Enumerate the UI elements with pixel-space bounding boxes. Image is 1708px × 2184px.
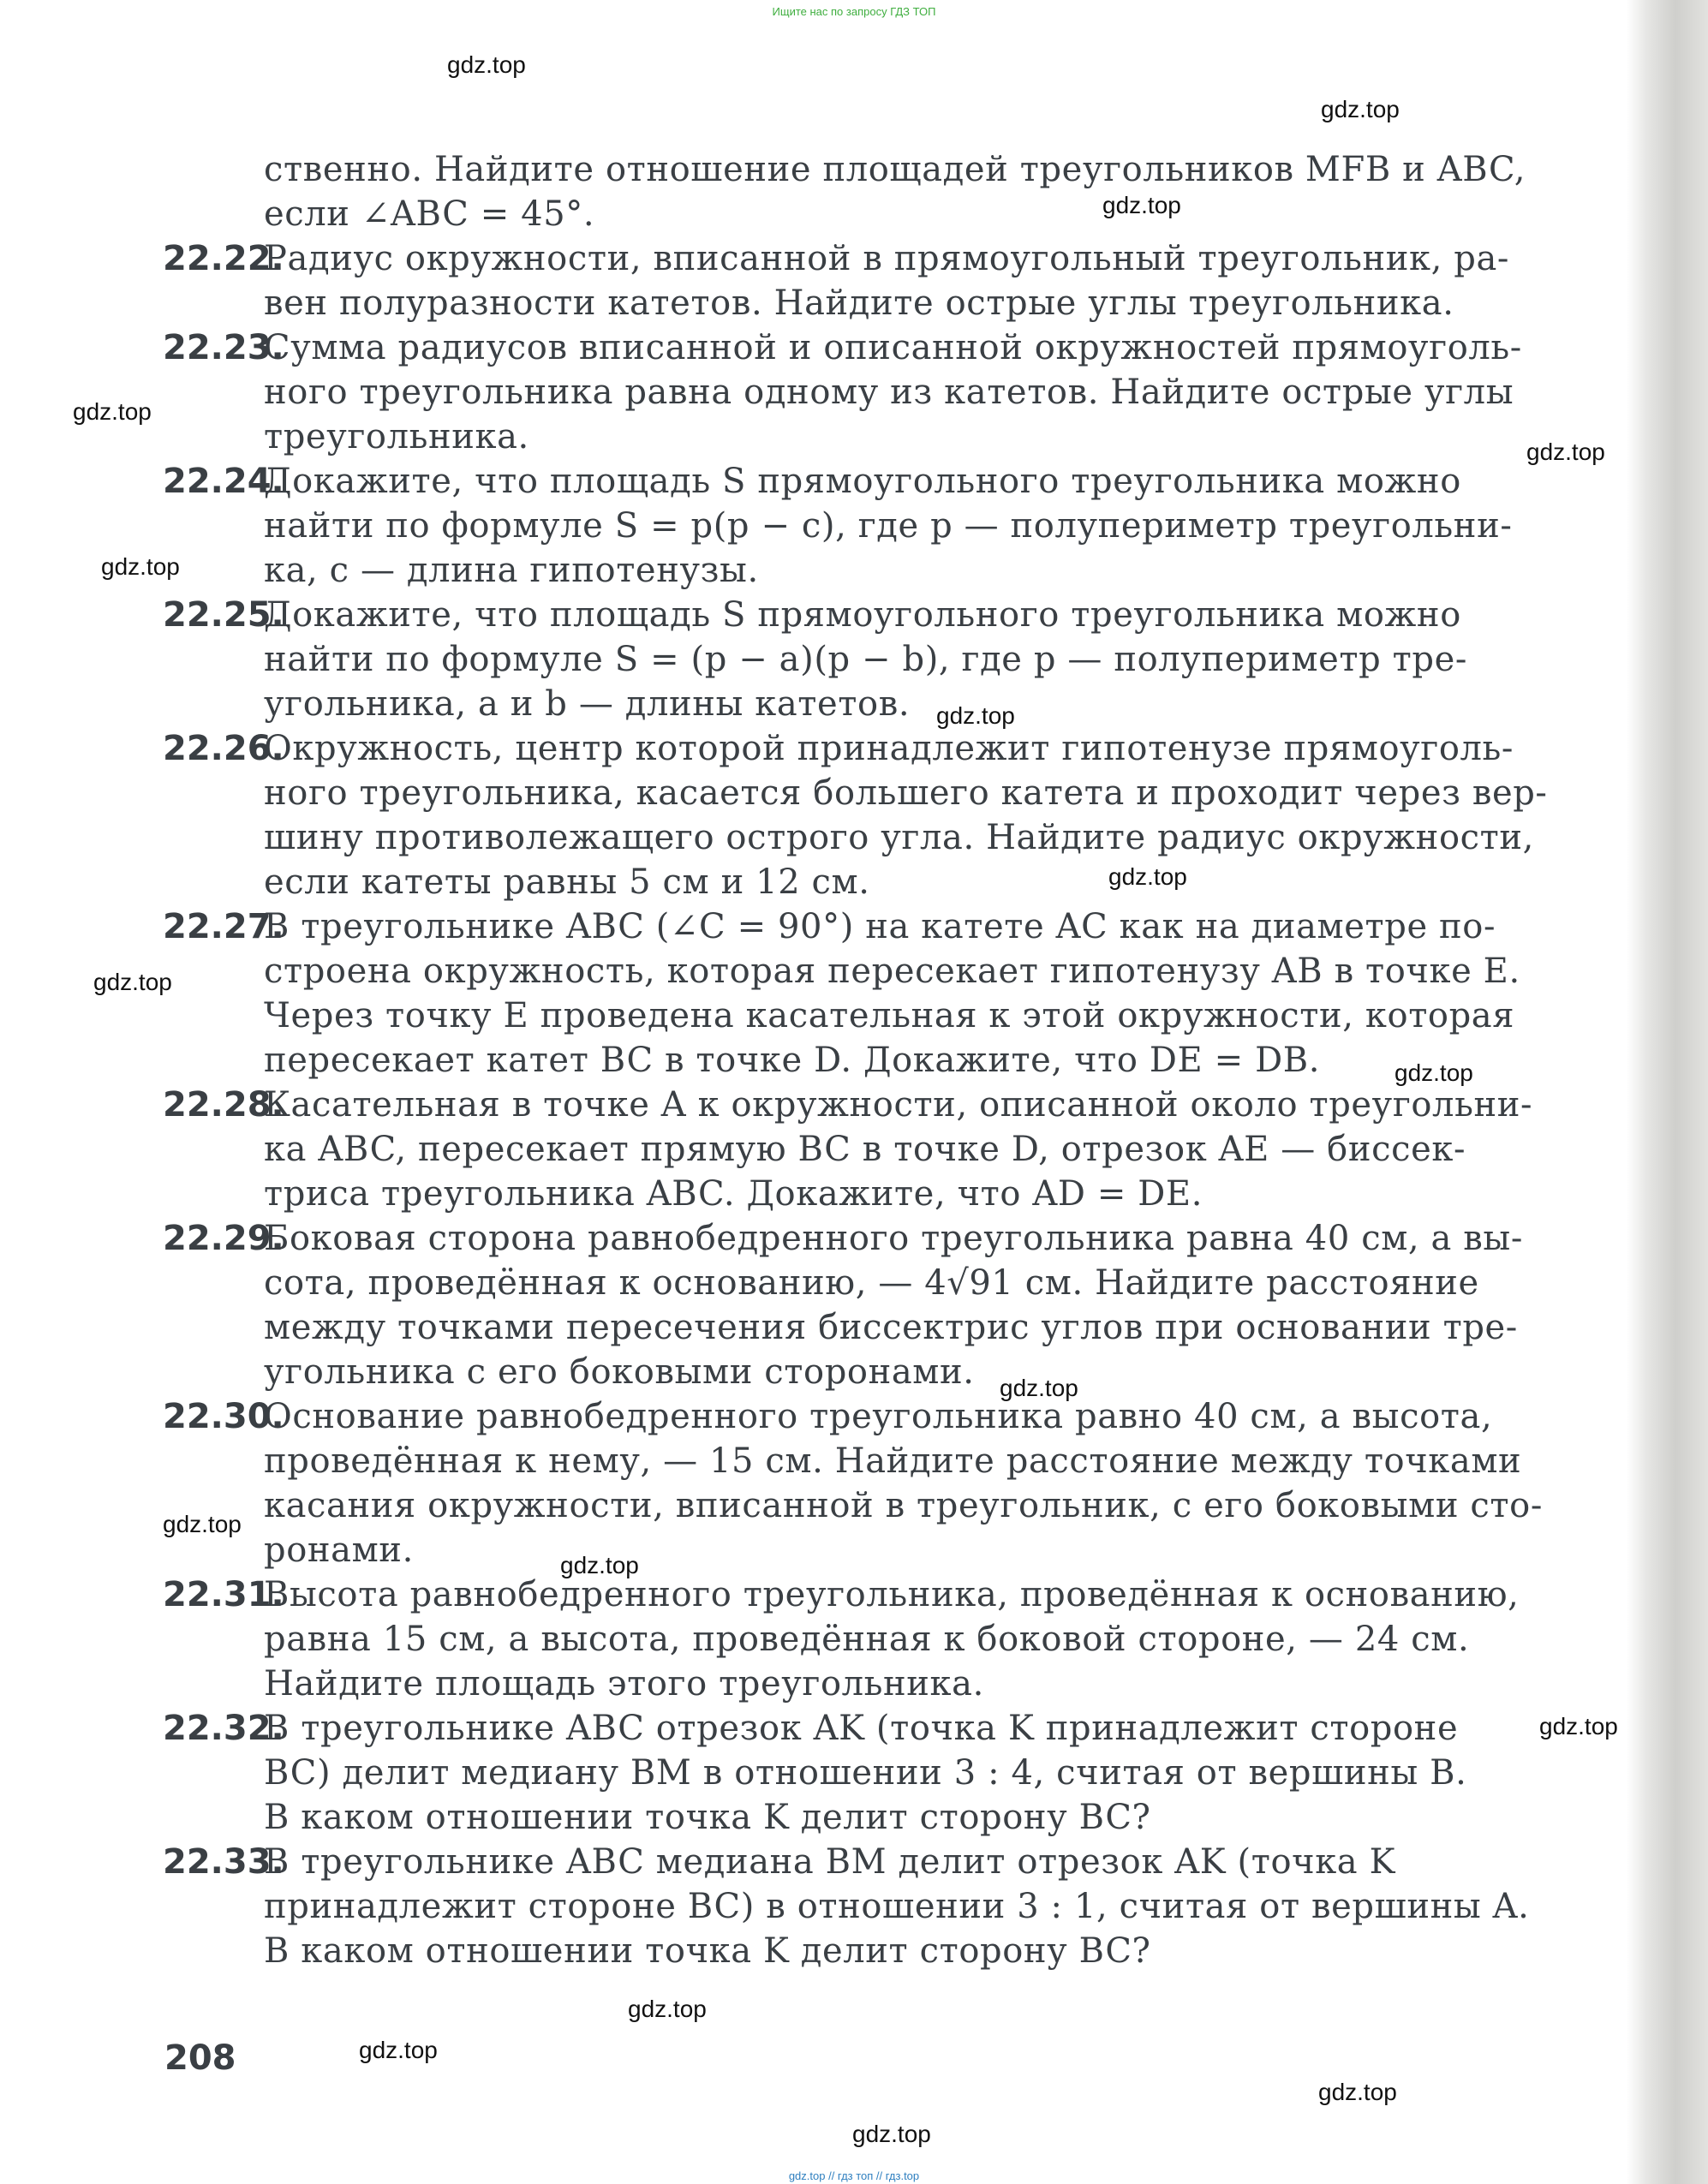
text-line bbox=[163, 815, 1534, 860]
problem-number: 22.28. bbox=[163, 1085, 284, 1125]
text-line bbox=[163, 1038, 1499, 1083]
line-text: ка ABC, пересекает прямую BC в точке D, отрезок AE — биссек- bbox=[264, 1130, 1466, 1169]
line-text: В треугольнике ABC медиана BM делит отрезок AK (точка K bbox=[264, 1842, 1396, 1882]
line-text: Высота равнобедренного треугольника, проведённая к основанию, bbox=[264, 1575, 1520, 1614]
line-text: вен полуразности катетов. Найдите острые углы треугольника. bbox=[264, 283, 1454, 323]
text-line bbox=[163, 637, 1499, 682]
line-text: ронами. bbox=[264, 1531, 414, 1570]
text-line bbox=[163, 370, 1514, 415]
problem-number: 22.23. bbox=[163, 328, 284, 367]
text-line bbox=[163, 1350, 1499, 1394]
text-line bbox=[163, 192, 1499, 236]
problem-start-line bbox=[163, 1083, 1533, 1127]
line-text: В каком отношении точка K делит сторону BC? bbox=[264, 1931, 1151, 1971]
problem-number: 22.25. bbox=[163, 595, 284, 635]
text-line bbox=[163, 1617, 1499, 1662]
watermark: gdz.top bbox=[1526, 439, 1605, 465]
problem-number: 22.31. bbox=[163, 1575, 284, 1614]
watermark: gdz.top bbox=[93, 969, 172, 995]
line-text: BC) делит медиану BM в отношении 3 : 4, считая от вершины B. bbox=[264, 1753, 1467, 1793]
text-line bbox=[163, 1127, 1499, 1172]
bottom-note: gdz.top // гдз топ // гдз.top bbox=[788, 2169, 920, 2182]
line-text: найти по формуле S = (p − a)(p − b), где p — полупериметр тре- bbox=[264, 640, 1467, 679]
line-text: Докажите, что площадь S прямоугольного треугольника можно bbox=[264, 462, 1461, 501]
line-text: между точками пересечения биссектрис углов при основании тре- bbox=[264, 1308, 1518, 1347]
text-line bbox=[163, 1439, 1522, 1483]
line-text: касания окружности, вписанной в треугольник, с его боковыми сто- bbox=[264, 1486, 1543, 1525]
line-text: В каком отношении точка K делит сторону BC? bbox=[264, 1798, 1151, 1837]
problem-number: 22.32. bbox=[163, 1709, 284, 1748]
line-text: пересекает катет BC в точке D. Докажите, что DE = DB. bbox=[264, 1041, 1321, 1080]
line-text: Сумма радиусов вписанной и описанной окружностей прямоуголь- bbox=[264, 328, 1522, 367]
text-line bbox=[163, 771, 1548, 815]
watermark: gdz.top bbox=[852, 2121, 931, 2147]
problem-number: 22.27. bbox=[163, 907, 284, 946]
text-line bbox=[163, 949, 1520, 994]
line-text: найти по формуле S = p(p − c), где p — полупериметр треугольни- bbox=[264, 506, 1513, 546]
text-line bbox=[163, 548, 1499, 593]
line-text: принадлежит стороне BC) в отношении 3 : 1, считая от вершины A. bbox=[264, 1887, 1530, 1926]
page-edge-shadow bbox=[1627, 0, 1708, 2184]
line-text: Найдите площадь этого треугольника. bbox=[264, 1664, 984, 1704]
text-line bbox=[163, 1305, 1518, 1350]
problem-start-line bbox=[163, 459, 1499, 504]
problem-number: 22.30. bbox=[163, 1397, 284, 1436]
line-text: если катеты равны 5 см и 12 см. bbox=[264, 862, 870, 902]
line-text: Касательная в точке A к окружности, описанной около треугольни- bbox=[264, 1085, 1533, 1125]
text-line bbox=[163, 415, 1499, 459]
watermark: gdz.top bbox=[628, 1996, 707, 2022]
watermark: gdz.top bbox=[1318, 2079, 1397, 2105]
line-text: шину противолежащего острого угла. Найдите радиус окружности, bbox=[264, 818, 1534, 857]
line-text: ка, c — длина гипотенузы. bbox=[264, 551, 759, 590]
problem-start-line bbox=[163, 236, 1510, 281]
line-text: Окружность, центр которой принадлежит гипотенузе прямоуголь- bbox=[264, 729, 1514, 768]
line-text: Боковая сторона равнобедренного треугольника равна 40 см, а вы- bbox=[264, 1219, 1523, 1258]
line-text: сота, проведённая к основанию, — 4√91 см. Найдите расстояние bbox=[264, 1263, 1479, 1303]
watermark: gdz.top bbox=[1321, 96, 1400, 122]
line-text: Радиус окружности, вписанной в прямоугольный треугольник, ра- bbox=[264, 239, 1510, 278]
watermark: gdz.top bbox=[359, 2037, 438, 2063]
line-text: равна 15 см, а высота, проведённая к боковой стороне, — 24 см. bbox=[264, 1620, 1470, 1659]
problem-start-line bbox=[163, 726, 1514, 771]
text-line bbox=[163, 1483, 1543, 1528]
problem-start-line bbox=[163, 1840, 1499, 1884]
watermark: gdz.top bbox=[447, 51, 526, 78]
watermark: gdz.top bbox=[1394, 1059, 1473, 1086]
watermark: gdz.top bbox=[101, 553, 180, 580]
text-line bbox=[163, 994, 1515, 1038]
watermark: gdz.top bbox=[1102, 192, 1181, 218]
text-line bbox=[163, 1528, 1499, 1572]
problem-number: 22.24. bbox=[163, 462, 284, 501]
line-text: Через точку E проведена касательная к этой окружности, которая bbox=[264, 996, 1515, 1035]
text-line bbox=[163, 1662, 1499, 1706]
watermark: gdz.top bbox=[73, 398, 152, 425]
watermark: gdz.top bbox=[936, 702, 1015, 729]
text-line bbox=[163, 1261, 1499, 1305]
text-line bbox=[163, 1795, 1499, 1840]
line-text: Основание равнобедренного треугольника равно 40 см, а высота, bbox=[264, 1397, 1493, 1436]
line-text: ственно. Найдите отношение площадей треугольников MFB и ABC, bbox=[264, 150, 1526, 189]
text-line bbox=[163, 1751, 1499, 1795]
text-line bbox=[163, 1172, 1499, 1216]
problem-number: 22.26. bbox=[163, 729, 284, 768]
line-text: ного треугольника, касается большего катета и проходит через вер- bbox=[264, 773, 1548, 813]
watermark: gdz.top bbox=[1108, 863, 1187, 890]
problem-start-line bbox=[163, 1706, 1499, 1751]
line-text: ного треугольника равна одному из катетов. Найдите острые углы bbox=[264, 373, 1514, 412]
line-text: Докажите, что площадь S прямоугольного треугольника можно bbox=[264, 595, 1461, 635]
line-text: угольника, a и b — длины катетов. bbox=[264, 684, 911, 724]
line-text: угольника с его боковыми сторонами. bbox=[264, 1352, 975, 1392]
problem-start-line bbox=[163, 1572, 1520, 1617]
problem-number: 22.33. bbox=[163, 1842, 284, 1882]
line-text: треугольника. bbox=[264, 417, 529, 456]
text-line bbox=[163, 860, 1499, 904]
problem-number: 22.29. bbox=[163, 1219, 284, 1258]
text-line bbox=[163, 281, 1499, 325]
problem-start-line bbox=[163, 593, 1499, 637]
watermark: gdz.top bbox=[1000, 1375, 1078, 1401]
text-line bbox=[163, 147, 1526, 192]
watermark: gdz.top bbox=[560, 1552, 639, 1578]
problem-number: 22.22. bbox=[163, 239, 284, 278]
line-text: триса треугольника ABC. Докажите, что AD = DE. bbox=[264, 1174, 1203, 1214]
watermark: gdz.top bbox=[1539, 1713, 1618, 1739]
page-number: 208 bbox=[164, 2038, 236, 2078]
line-text: проведённая к нему, — 15 см. Найдите расстояние между точками bbox=[264, 1441, 1522, 1481]
text-line bbox=[163, 682, 1499, 726]
line-text: строена окружность, которая пересекает гипотенузу AB в точке E. bbox=[264, 952, 1520, 991]
problem-start-line bbox=[163, 1394, 1499, 1439]
text-line bbox=[163, 1884, 1530, 1929]
problem-start-line bbox=[163, 904, 1499, 949]
line-text: В треугольнике ABC (∠C = 90°) на катете AC как на диаметре по- bbox=[264, 907, 1496, 946]
problems-text bbox=[163, 147, 1548, 1973]
watermark: gdz.top bbox=[163, 1511, 242, 1537]
problem-start-line bbox=[163, 325, 1522, 370]
top-search-note: Ищите нас по запросу ГДЗ ТОП bbox=[772, 5, 936, 18]
line-text: если ∠ABC = 45°. bbox=[264, 194, 595, 234]
problem-start-line bbox=[163, 1216, 1523, 1261]
text-line bbox=[163, 1929, 1499, 1973]
text-line bbox=[163, 504, 1513, 548]
line-text: В треугольнике ABC отрезок AK (точка K принадлежит стороне bbox=[264, 1709, 1459, 1748]
